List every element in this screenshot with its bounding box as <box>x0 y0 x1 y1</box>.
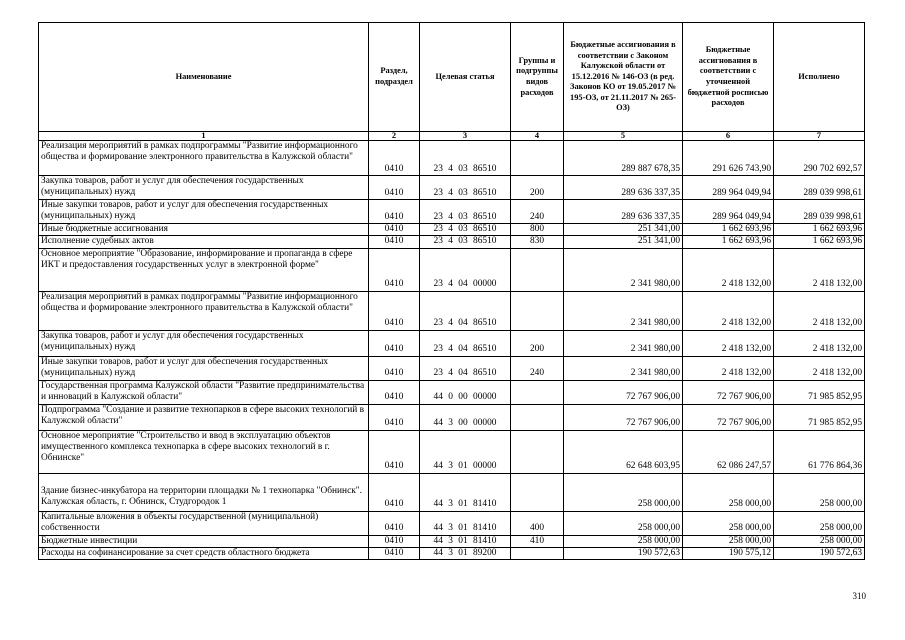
row-executed: 290 702 692,57 <box>774 141 865 176</box>
row-assignments-refined: 258 000,00 <box>683 473 774 511</box>
table-row <box>39 248 865 291</box>
row-assignments-refined: 289 964 049,94 <box>683 176 774 200</box>
row-group <box>511 380 564 404</box>
row-assignments-refined: 2 418 132,00 <box>683 330 774 356</box>
table-row <box>39 176 865 200</box>
row-name: Капитальные вложения в объекты государственной (муниципальной) собственности <box>39 511 369 535</box>
table-row <box>39 141 865 176</box>
row-target: 44 0 00 00000 <box>420 380 511 404</box>
row-section: 0410 <box>369 224 420 236</box>
row-executed: 2 418 132,00 <box>774 356 865 380</box>
row-executed: 289 039 998,61 <box>774 200 865 224</box>
row-group: 200 <box>511 330 564 356</box>
row-target: 23 4 04 86510 <box>420 356 511 380</box>
row-name: Подпрограмма "Создание и развитие технопарков в сфере высоких технологий в Калужской области" <box>39 404 369 430</box>
row-name: Закупка товаров, работ и услуг для обеспечения государственных (муниципальных) нужд <box>39 176 369 200</box>
header-section: Раздел, подраздел <box>369 23 420 132</box>
header-target: Целевая статья <box>420 23 511 132</box>
row-section: 0410 <box>369 236 420 248</box>
row-assignments-law: 72 767 906,00 <box>564 404 683 430</box>
row-target: 23 4 03 86510 <box>420 236 511 248</box>
row-name: Реализация мероприятий в рамках подпрограммы "Развитие информационного общества и формирование электронного правительства в Калужской области" <box>39 291 369 330</box>
row-target: 44 3 01 81410 <box>420 535 511 547</box>
header-row <box>39 23 865 132</box>
row-section: 0410 <box>369 511 420 535</box>
row-name: Реализация мероприятий в рамках подпрограммы "Развитие информационного общества и формирование электронного правительства в Калужской области" <box>39 141 369 176</box>
row-assignments-law: 258 000,00 <box>564 535 683 547</box>
row-name: Основное мероприятие "Строительство и ввод в эксплуатацию объектов имущественного комплекса технопарка в сфере высоких технологий в г. Обнинске" <box>39 430 369 473</box>
row-group <box>511 404 564 430</box>
row-executed: 289 039 998,61 <box>774 176 865 200</box>
row-executed: 190 572,63 <box>774 547 865 559</box>
row-target: 23 4 03 86510 <box>420 200 511 224</box>
header-assignments-refined: Бюджетные ассигнования в соответствии с уточненной бюджетной росписью расходов <box>683 23 774 132</box>
row-target: 44 3 01 81410 <box>420 511 511 535</box>
row-assignments-law: 289 887 678,35 <box>564 141 683 176</box>
column-number: 6 <box>683 132 774 141</box>
row-target: 23 4 04 00000 <box>420 248 511 291</box>
row-section: 0410 <box>369 248 420 291</box>
row-name: Государственная программа Калужской области "Развитие предпринимательства и инноваций в Калужской области" <box>39 380 369 404</box>
column-number: 3 <box>420 132 511 141</box>
table-row <box>39 330 865 356</box>
table-row <box>39 200 865 224</box>
row-target: 44 3 00 00000 <box>420 404 511 430</box>
table-row <box>39 224 865 236</box>
column-number-row <box>39 132 865 141</box>
row-assignments-law: 251 341,00 <box>564 224 683 236</box>
row-section: 0410 <box>369 200 420 224</box>
row-section: 0410 <box>369 356 420 380</box>
table-row <box>39 535 865 547</box>
row-assignments-law: 2 341 980,00 <box>564 330 683 356</box>
row-target: 44 3 01 89200 <box>420 547 511 559</box>
row-name: Иные бюджетные ассигнования <box>39 224 369 236</box>
row-assignments-refined: 72 767 906,00 <box>683 380 774 404</box>
row-assignments-refined: 291 626 743,90 <box>683 141 774 176</box>
row-assignments-law: 289 636 337,35 <box>564 176 683 200</box>
column-number: 5 <box>564 132 683 141</box>
row-assignments-law: 258 000,00 <box>564 511 683 535</box>
row-name: Закупка товаров, работ и услуг для обеспечения государственных (муниципальных) нужд <box>39 330 369 356</box>
row-section: 0410 <box>369 473 420 511</box>
row-assignments-refined: 289 964 049,94 <box>683 200 774 224</box>
row-executed: 71 985 852,95 <box>774 380 865 404</box>
row-target: 44 3 01 00000 <box>420 430 511 473</box>
row-group <box>511 248 564 291</box>
column-number: 1 <box>39 132 369 141</box>
row-assignments-refined: 1 662 693,96 <box>683 224 774 236</box>
row-assignments-law: 62 648 603,95 <box>564 430 683 473</box>
table-row <box>39 547 865 559</box>
row-section: 0410 <box>369 404 420 430</box>
row-target: 44 3 01 81410 <box>420 473 511 511</box>
row-assignments-law: 2 341 980,00 <box>564 356 683 380</box>
row-executed: 2 418 132,00 <box>774 330 865 356</box>
budget-table <box>38 22 865 560</box>
column-number: 4 <box>511 132 564 141</box>
row-executed: 2 418 132,00 <box>774 248 865 291</box>
row-section: 0410 <box>369 141 420 176</box>
row-assignments-refined: 72 767 906,00 <box>683 404 774 430</box>
row-section: 0410 <box>369 176 420 200</box>
row-section: 0410 <box>369 291 420 330</box>
row-group <box>511 430 564 473</box>
row-group: 240 <box>511 200 564 224</box>
row-group <box>511 291 564 330</box>
table-header <box>39 23 865 141</box>
row-name: Бюджетные инвестиции <box>39 535 369 547</box>
header-assignments-law: Бюджетные ассигнования в соответствии с Законом Калужской области от 15.12.2016 № 146-ОЗ (в ред. Законов КО от 19.05.2017 № 195-ОЗ, от 21.11.2017 № 265-ОЗ) <box>564 23 683 132</box>
row-executed: 71 985 852,95 <box>774 404 865 430</box>
row-name: Иные закупки товаров, работ и услуг для обеспечения государственных (муниципальных) нужд <box>39 356 369 380</box>
row-name: Здание бизнес-инкубатора на территории площадки № 1 технопарка "Обнинск". Калужская область, г. Обнинск, Студгородок 1 <box>39 473 369 511</box>
row-executed: 258 000,00 <box>774 473 865 511</box>
row-assignments-law: 251 341,00 <box>564 236 683 248</box>
row-group: 240 <box>511 356 564 380</box>
row-section: 0410 <box>369 547 420 559</box>
row-assignments-law: 258 000,00 <box>564 473 683 511</box>
row-executed: 2 418 132,00 <box>774 291 865 330</box>
row-name: Основное мероприятие "Образование, информирование и пропаганда в сфере ИКТ и предоставления государственных услуг в электронной форме" <box>39 248 369 291</box>
table-row <box>39 236 865 248</box>
row-group: 200 <box>511 176 564 200</box>
row-target: 23 4 04 86510 <box>420 291 511 330</box>
table-body <box>39 141 865 560</box>
row-group <box>511 141 564 176</box>
row-section: 0410 <box>369 330 420 356</box>
row-assignments-refined: 1 662 693,96 <box>683 236 774 248</box>
row-assignments-law: 190 572,63 <box>564 547 683 559</box>
row-assignments-refined: 62 086 247,57 <box>683 430 774 473</box>
table-row <box>39 356 865 380</box>
row-target: 23 4 03 86510 <box>420 224 511 236</box>
row-group <box>511 547 564 559</box>
row-section: 0410 <box>369 430 420 473</box>
row-group: 830 <box>511 236 564 248</box>
row-assignments-law: 289 636 337,35 <box>564 200 683 224</box>
row-executed: 1 662 693,96 <box>774 236 865 248</box>
row-name: Исполнение судебных актов <box>39 236 369 248</box>
row-assignments-refined: 2 418 132,00 <box>683 291 774 330</box>
row-assignments-refined: 190 575,12 <box>683 547 774 559</box>
row-assignments-law: 2 341 980,00 <box>564 291 683 330</box>
page-number: 310 <box>852 591 866 601</box>
row-executed: 258 000,00 <box>774 511 865 535</box>
row-assignments-refined: 2 418 132,00 <box>683 356 774 380</box>
row-executed: 1 662 693,96 <box>774 224 865 236</box>
header-groups: Группы и подгруппы видов расходов <box>511 23 564 132</box>
table-row <box>39 430 865 473</box>
row-name: Иные закупки товаров, работ и услуг для обеспечения государственных (муниципальных) нужд <box>39 200 369 224</box>
header-executed: Исполнено <box>774 23 865 132</box>
row-group: 800 <box>511 224 564 236</box>
row-target: 23 4 03 86510 <box>420 141 511 176</box>
row-group <box>511 473 564 511</box>
row-section: 0410 <box>369 535 420 547</box>
row-target: 23 4 04 86510 <box>420 330 511 356</box>
row-executed: 258 000,00 <box>774 535 865 547</box>
table-row <box>39 473 865 511</box>
table-row <box>39 291 865 330</box>
row-assignments-refined: 2 418 132,00 <box>683 248 774 291</box>
row-executed: 61 776 864,36 <box>774 430 865 473</box>
row-section: 0410 <box>369 380 420 404</box>
row-assignments-law: 2 341 980,00 <box>564 248 683 291</box>
column-number: 2 <box>369 132 420 141</box>
table-row <box>39 511 865 535</box>
table-row <box>39 380 865 404</box>
header-name: Наименование <box>39 23 369 132</box>
row-name: Расходы на софинансирование за счет средств областного бюджета <box>39 547 369 559</box>
row-group: 400 <box>511 511 564 535</box>
row-target: 23 4 03 86510 <box>420 176 511 200</box>
column-number: 7 <box>774 132 865 141</box>
row-assignments-refined: 258 000,00 <box>683 511 774 535</box>
table-row <box>39 404 865 430</box>
row-assignments-refined: 258 000,00 <box>683 535 774 547</box>
row-group: 410 <box>511 535 564 547</box>
row-assignments-law: 72 767 906,00 <box>564 380 683 404</box>
